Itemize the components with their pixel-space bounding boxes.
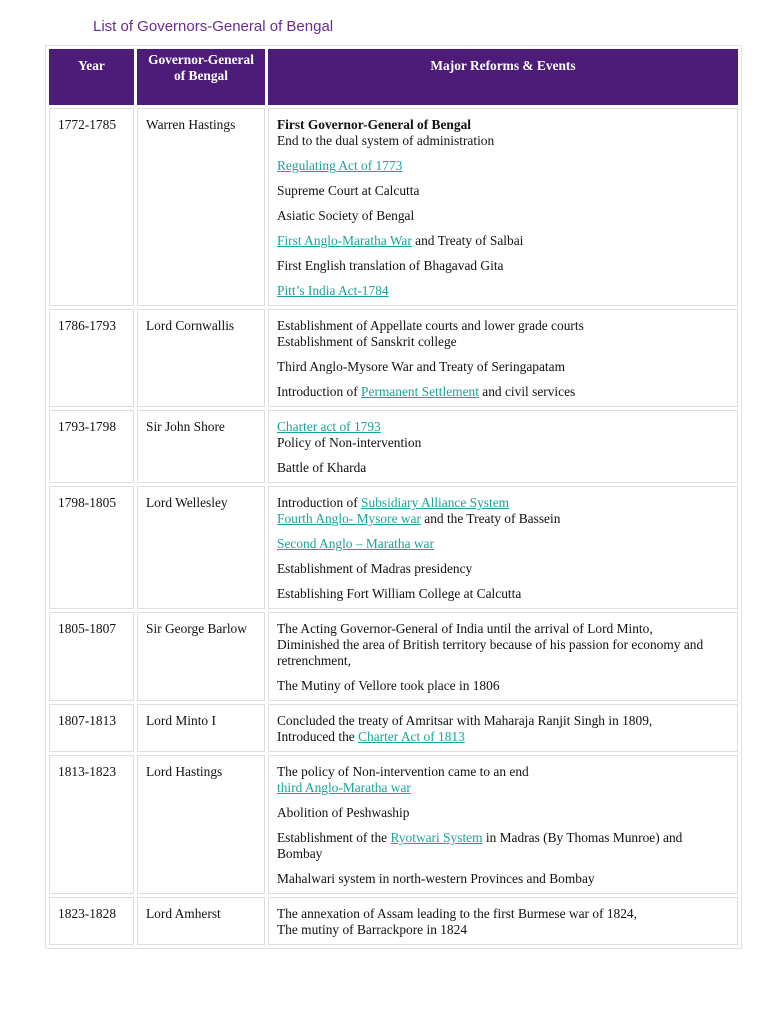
- governor-cell: Lord Amherst: [137, 897, 265, 945]
- event-item: [277, 621, 729, 637]
- events-cell: [268, 309, 738, 407]
- event-text: Introduced the: [277, 729, 359, 744]
- event-link[interactable]: Permanent Settlement: [361, 384, 479, 399]
- year-cell: 1807-1813: [49, 704, 134, 752]
- events-cell: [268, 410, 738, 483]
- event-link[interactable]: First Anglo-Maratha War: [277, 233, 412, 248]
- event-text: The annexation of Assam leading to the first Burmese war of 1824,: [277, 906, 637, 921]
- event-item: [277, 117, 729, 133]
- table-row: [49, 755, 738, 894]
- event-text: Supreme Court at Calcutta: [277, 183, 420, 198]
- governor-cell: Lord Hastings: [137, 755, 265, 894]
- event-item: [277, 805, 729, 821]
- year-cell: 1813-1823: [49, 755, 134, 894]
- event-item: [277, 713, 729, 729]
- event-text: Diminished the area of British territory because of his passion for economy and retrenchment,: [277, 637, 704, 668]
- event-text: The Mutiny of Vellore took place in 1806: [277, 678, 500, 693]
- event-item: [277, 764, 729, 780]
- event-item: [277, 233, 729, 249]
- event-text: Abolition of Peshwaship: [277, 805, 410, 820]
- table-row: [49, 486, 738, 609]
- event-item: [277, 780, 729, 796]
- event-link[interactable]: Pitt’s India Act-1784: [277, 283, 389, 298]
- event-item: [277, 419, 729, 435]
- events-cell: [268, 612, 738, 701]
- year-cell: 1805-1807: [49, 612, 134, 701]
- event-item: [277, 495, 729, 511]
- event-link[interactable]: Charter act of 1793: [277, 419, 381, 434]
- table-row: [49, 704, 738, 752]
- year-cell: 1793-1798: [49, 410, 134, 483]
- event-text: Introduction of: [277, 384, 362, 399]
- table-row: [49, 410, 738, 483]
- event-item: [277, 922, 729, 938]
- event-item: [277, 334, 729, 350]
- event-item: [277, 384, 729, 400]
- event-text: Mahalwari system in north-western Provinces and Bombay: [277, 871, 595, 886]
- event-link[interactable]: Charter Act of 1813: [358, 729, 465, 744]
- event-item: [277, 511, 729, 527]
- governor-cell: Warren Hastings: [137, 108, 265, 306]
- event-text: and Treaty of Salbai: [411, 233, 524, 248]
- year-cell: 1798-1805: [49, 486, 134, 609]
- event-text: in Madras (By Thomas Munroe) and Bombay: [277, 830, 683, 861]
- event-item: [277, 830, 729, 862]
- event-item: [277, 906, 729, 922]
- event-item: [277, 208, 729, 224]
- header-events: Major Reforms & Events: [268, 49, 738, 105]
- governor-cell: Lord Wellesley: [137, 486, 265, 609]
- events-cell: [268, 897, 738, 945]
- event-item: [277, 183, 729, 199]
- event-text: Asiatic Society of Bengal: [277, 208, 415, 223]
- event-text: Establishment of Madras presidency: [277, 561, 473, 576]
- event-text: The policy of Non-intervention came to an end: [277, 764, 529, 779]
- event-item: [277, 283, 729, 299]
- events-cell: [268, 486, 738, 609]
- event-item: [277, 561, 729, 577]
- year-cell: 1772-1785: [49, 108, 134, 306]
- event-heading: First Governor-General of Bengal: [277, 117, 471, 132]
- event-item: [277, 586, 729, 602]
- event-link[interactable]: Ryotwari System: [390, 830, 483, 845]
- event-text: Policy of Non-intervention: [277, 435, 422, 450]
- governor-cell: Sir John Shore: [137, 410, 265, 483]
- event-text: Establishment of Sanskrit college: [277, 334, 457, 349]
- event-item: [277, 678, 729, 694]
- event-item: [277, 133, 729, 149]
- event-item: [277, 158, 729, 174]
- table-row: [49, 309, 738, 407]
- event-text: The Acting Governor-General of India until the arrival of Lord Minto,: [277, 621, 653, 636]
- event-link[interactable]: Subsidiary Alliance System: [361, 495, 510, 510]
- event-item: [277, 729, 729, 745]
- event-item: [277, 536, 729, 552]
- header-governor: Governor-General of Bengal: [137, 49, 265, 105]
- event-link[interactable]: Regulating Act of 1773: [277, 158, 403, 173]
- events-cell: [268, 704, 738, 752]
- event-text: Battle of Kharda: [277, 460, 367, 475]
- governor-cell: Sir George Barlow: [137, 612, 265, 701]
- year-cell: 1823-1828: [49, 897, 134, 945]
- table-row: [49, 108, 738, 306]
- table-header-row: [49, 49, 738, 105]
- event-item: [277, 435, 729, 451]
- event-text: Establishment of Appellate courts and lower grade courts: [277, 318, 584, 333]
- table-body: [49, 108, 738, 945]
- event-text: Establishing Fort William College at Calcutta: [277, 586, 522, 601]
- event-text: The mutiny of Barrackpore in 1824: [277, 922, 468, 937]
- event-text: First English translation of Bhagavad Gita: [277, 258, 504, 273]
- event-link[interactable]: Second Anglo – Maratha war: [277, 536, 434, 551]
- event-item: [277, 460, 729, 476]
- event-text: and the Treaty of Bassein: [420, 511, 561, 526]
- event-text: Third Anglo-Mysore War and Treaty of Seringapatam: [277, 359, 566, 374]
- events-cell: [268, 108, 738, 306]
- event-item: [277, 318, 729, 334]
- table-row: [49, 612, 738, 701]
- governor-cell: Lord Minto I: [137, 704, 265, 752]
- header-year: Year: [49, 49, 134, 105]
- event-text: Concluded the treaty of Amritsar with Maharaja Ranjit Singh in 1809,: [277, 713, 653, 728]
- event-link[interactable]: third Anglo-Maratha war: [277, 780, 411, 795]
- event-item: [277, 871, 729, 887]
- table-row: [49, 897, 738, 945]
- event-text: End to the dual system of administration: [277, 133, 495, 148]
- event-item: [277, 359, 729, 375]
- event-item: [277, 258, 729, 274]
- page-title: List of Governors-General of Bengal: [93, 18, 334, 35]
- governor-cell: Lord Cornwallis: [137, 309, 265, 407]
- event-text: and civil services: [478, 384, 576, 399]
- governors-table: [45, 45, 742, 949]
- event-link[interactable]: Fourth Anglo- Mysore war: [277, 511, 421, 526]
- event-text: Establishment of the: [277, 830, 391, 845]
- event-text: Introduction of: [277, 495, 362, 510]
- event-item: [277, 637, 729, 669]
- events-cell: [268, 755, 738, 894]
- year-cell: 1786-1793: [49, 309, 134, 407]
